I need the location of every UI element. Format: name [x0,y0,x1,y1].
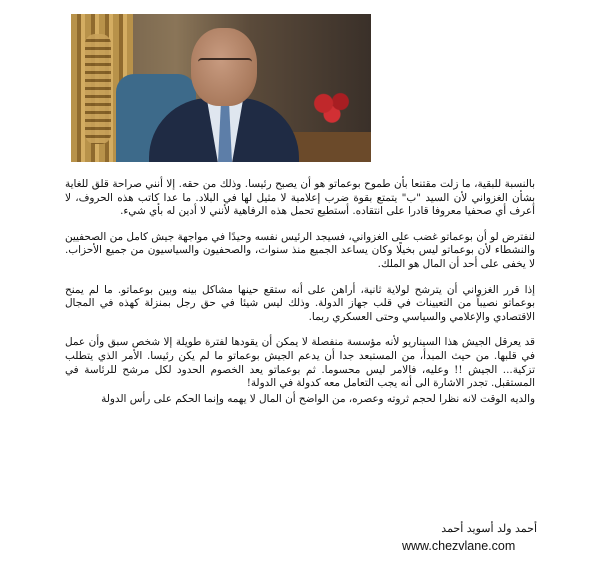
article-body [65,178,535,420]
portrait-photo [71,14,371,162]
paragraph: لنفترض لو أن بوعماتو غضب على الغزواني، فسيجد الرئيس نفسه وحيدًا في مواجهة جيش كامل من الصحفيين والنشطاء لأن بوعماتو ليس بخيلًا وكان يساعد الجميع منذ سنوات، والصحفيون والسياسيون من جميع الأحزاب. لا يخفى على أحد أن المال هو الملك. [65,230,535,270]
tassel [85,34,111,144]
author-name: أحمد ولد أسويد أحمد [441,522,537,535]
paragraph: إذا قرر الغزواني أن يترشح لولاية ثانية، أراهن على أنه ستقع حينها مشاكل بينه وبين بوعماتو. ما لم يمنح بوعماتو نصيباً من التعيينات في قلب جهاز الدولة. وذلك ليس شيئا في حق رجل بمنزلة كهذه في المجال الاقتصادي والإعلامي والسياسي وحتى العسكري ربما. [65,283,535,323]
glasses [198,58,252,72]
paragraph: بالنسبة للبقية، ما زلت مقتنعا بأن طموح بوعماتو هو أن يصبح رئيسا. وذلك من حقه. إلا أنني صراحة قلق للغاية بشأن الغزواني لأن السيد "ب" يتمتع بقوة ضرب إعلامية لا مثيل لها في البلاد. ما عدا كاتب هذه الحروف، لا أعرف أي صحفيا معروفا قادرا على انتقاده. أستطيع تحمل هذه الرفاهية لأنني لا أدين له بأي شيء. [65,178,535,218]
paragraph: قد يعرقل الجيش هذا السيناريو لأنه مؤسسة منفصلة لا يمكن أن يقودها لفترة طويلة إلا شخص سبق وأن عمل في قلبها. من حيث المبدأ، من المستبعد جدا أن يدعم الجيش بوعماتو ما لم يكن رئيسا. الأمر الذي يتطلب تزكية... الجيش !! وعليه، فالامر ليس محسوما. ثم بوعماتو يعد الخصوم الحدود لكل مرشح للرئاسة في المستقبل. تجدر الاشارة الى أنه يجب التعامل معه كدولة في الدولة! [65,336,535,390]
flowers [311,89,353,125]
website-link[interactable]: www.chezvlane.com [402,539,516,553]
paragraph: والديه الوقت لانه نظرا لحجم ثروته وعصره، من الواضح أن المال لا يهمه وإنما الحكم على رأس الدولة [101,392,535,405]
